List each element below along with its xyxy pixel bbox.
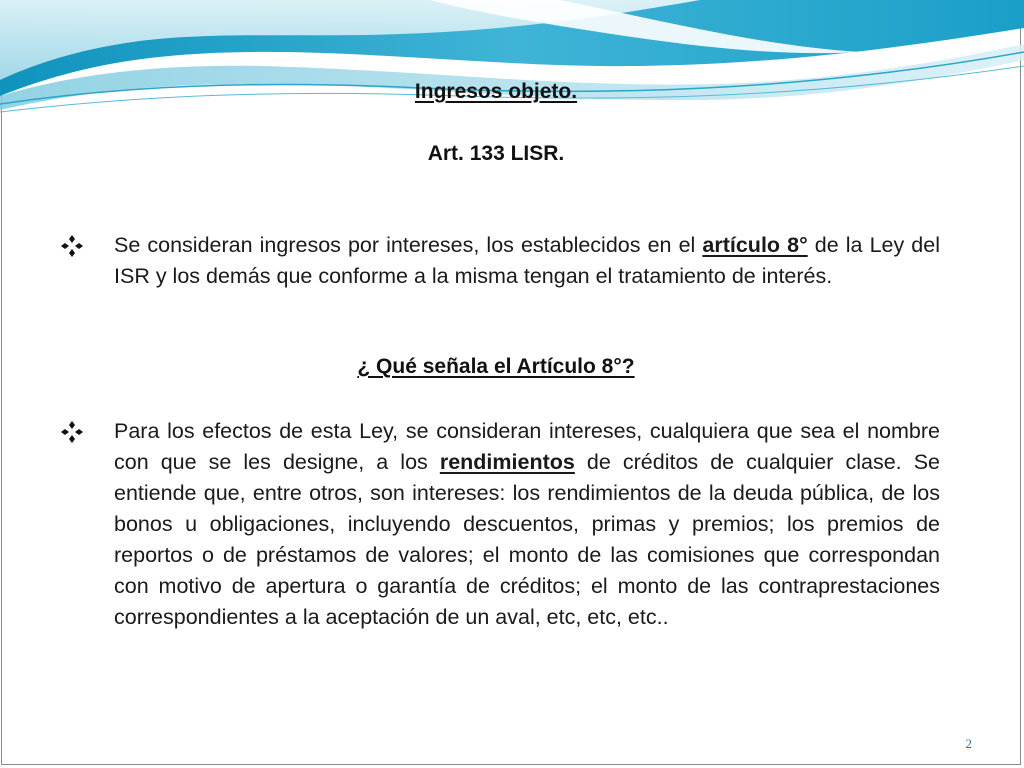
wave-banner-decoration <box>0 0 1024 130</box>
emphasis-rendimientos: rendimientos <box>439 450 575 474</box>
slide-title: Ingresos objeto. <box>414 80 578 103</box>
bullet-item-1 <box>60 230 940 292</box>
bullet-1-text: Se consideran ingresos por intereses, los establecidos en el artículo 8° de la Ley del ISR y los demás que conforme a la misma tengan el tratamiento de interés. <box>114 233 941 288</box>
four-diamond-bullet-icon <box>60 420 84 444</box>
emphasis-articulo-8: artículo 8° <box>702 233 808 257</box>
four-diamond-bullet-icon <box>60 234 84 258</box>
page-number: 2 <box>965 736 972 751</box>
bullet-2-text: Para los efectos de esta Ley, se consideran intereses, cualquiera que sea el nombre con que se les designe, a los rendimientos de créditos de cualquier clase. Se entiende que, entre otros, son intereses: los rendimientos de la deuda pública, de los bonos u obligaciones, incluyendo descuentos, primas y premios; los premios de reportos o de préstamos de valores; el monto de las comisiones que correspondan con motivo de apertura o garantía de créditos; el monto de las contraprestaciones correspondientes a la aceptación de un aval, etc, etc, etc.. <box>114 419 940 629</box>
question-heading: ¿ Qué señala el Artículo 8°? <box>357 355 635 378</box>
bullet-item-2 <box>60 416 940 633</box>
article-reference: Art. 133 LISR. <box>427 142 565 165</box>
